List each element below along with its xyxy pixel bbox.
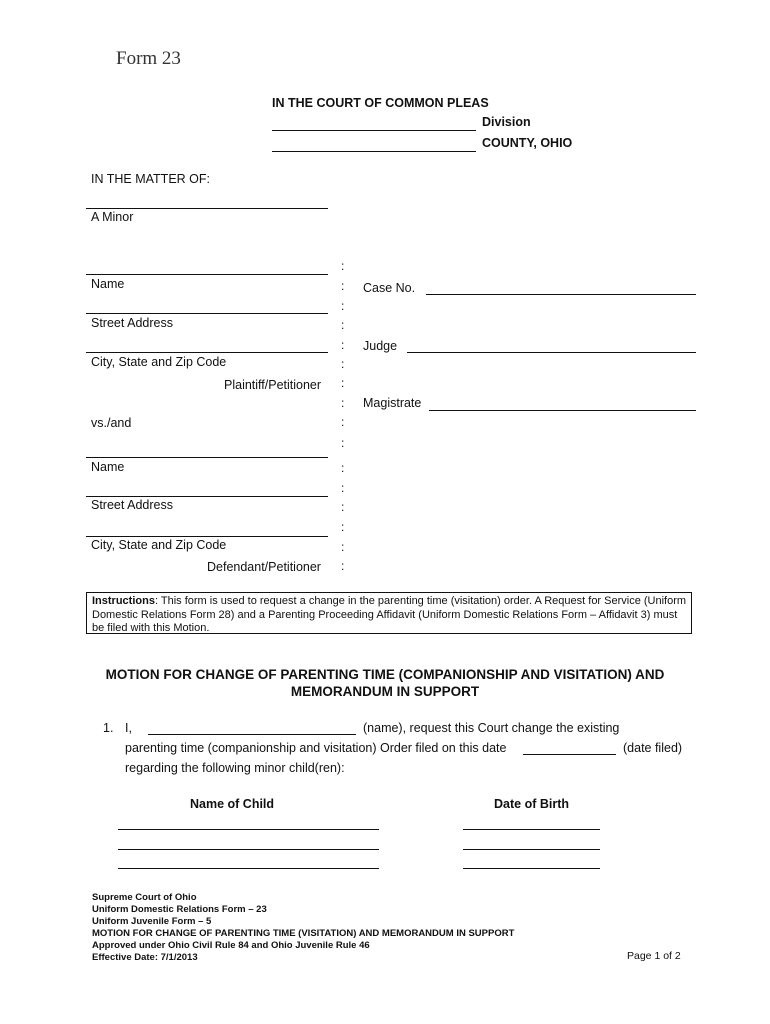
instructions-text [92, 595, 688, 636]
defendant-city-field[interactable] [86, 536, 328, 537]
footer-line: Effective Date: 7/1/2013 [92, 952, 198, 963]
child-dob-field[interactable] [463, 849, 600, 850]
date-filed-field[interactable] [523, 754, 616, 755]
date-of-birth-header: Date of Birth [494, 797, 569, 811]
colon-separator: : [341, 559, 345, 573]
paragraph-i-label: I, [125, 721, 132, 735]
child-dob-field[interactable] [463, 868, 600, 869]
colon-separator: : [341, 318, 345, 332]
division-field[interactable] [272, 130, 476, 131]
child-name-field[interactable] [118, 829, 379, 830]
minor-name-field[interactable] [86, 208, 328, 209]
county-label: COUNTY, OHIO [482, 136, 573, 150]
footer-line: Supreme Court of Ohio [92, 892, 197, 903]
child-dob-field[interactable] [463, 829, 600, 830]
defendant-street-field[interactable] [86, 496, 328, 497]
colon-separator: : [341, 259, 345, 273]
defendant-role-label: Defendant/Petitioner [207, 560, 321, 574]
motion-heading-line2: MEMORANDUM IN SUPPORT [290, 684, 480, 699]
defendant-name-field[interactable] [86, 457, 328, 458]
colon-separator: : [341, 299, 345, 313]
footer-line: MOTION FOR CHANGE OF PARENTING TIME (VISITATION) AND MEMORANDUM IN SUPPORT [92, 928, 515, 939]
colon-separator: : [341, 415, 345, 429]
motion-heading-line1: MOTION FOR CHANGE OF PARENTING TIME (COMPANIONSHIP AND VISITATION) AND [105, 667, 665, 682]
colon-separator: : [341, 436, 345, 450]
judge-label: Judge [363, 339, 398, 353]
paragraph-line2-text: parenting time (companionship and visitation) Order filed on this date [125, 741, 507, 755]
name-of-child-header: Name of Child [190, 797, 275, 811]
footer-line: Uniform Juvenile Form – 5 [92, 916, 212, 927]
paragraph-number: 1. [103, 721, 114, 735]
defendant-street-label: Street Address [91, 498, 173, 512]
magistrate-label: Magistrate [363, 396, 422, 410]
colon-separator: : [341, 376, 345, 390]
plaintiff-street-field[interactable] [86, 313, 328, 314]
defendant-city-label: City, State and Zip Code [91, 538, 227, 552]
versus-label: vs./and [91, 416, 132, 430]
colon-separator: : [341, 279, 345, 293]
plaintiff-role-label: Plaintiff/Petitioner [224, 378, 322, 392]
colon-separator: : [341, 461, 345, 475]
plaintiff-city-field[interactable] [86, 352, 328, 353]
paragraph-name-text: (name), request this Court change the existing [363, 721, 620, 735]
county-field[interactable] [272, 151, 476, 152]
footer-line: Uniform Domestic Relations Form – 23 [92, 904, 267, 915]
child-name-field[interactable] [118, 868, 379, 869]
child-name-field[interactable] [118, 849, 379, 850]
plaintiff-street-label: Street Address [91, 316, 173, 330]
date-filed-label: (date filed) [623, 741, 683, 755]
magistrate-field[interactable] [429, 410, 696, 411]
matter-label: IN THE MATTER OF: [91, 172, 210, 186]
petitioner-name-field[interactable] [148, 734, 356, 735]
colon-separator: : [341, 338, 345, 352]
colon-separator: : [341, 357, 345, 371]
form-footer [92, 892, 514, 964]
motion-heading [70, 666, 700, 700]
colon-separator: : [341, 481, 345, 495]
division-label: Division [482, 115, 531, 129]
plaintiff-name-label: Name [91, 277, 125, 291]
instructions-body: : This form is used to request a change in the parenting time (visitation) order. A Request for Service (Uniform Domestic Relations Form 28) and a Parenting Proceeding Affidavit (Uniform Domestic Relations Form – Affidavit 3) must be filed with this Motion. [92, 595, 687, 634]
defendant-name-label: Name [91, 460, 125, 474]
court-name: IN THE COURT OF COMMON PLEAS [272, 96, 489, 110]
instructions-lead: Instructions [92, 595, 155, 607]
footer-line: Approved under Ohio Civil Rule 84 and Ohio Juvenile Rule 46 [92, 940, 370, 951]
colon-separator: : [341, 540, 345, 554]
plaintiff-name-field[interactable] [86, 274, 328, 275]
minor-label: A Minor [91, 210, 134, 224]
plaintiff-city-label: City, State and Zip Code [91, 355, 227, 369]
page-number: Page 1 of 2 [627, 950, 681, 962]
case-no-label: Case No. [363, 281, 416, 295]
paragraph-line3-text: regarding the following minor child(ren): [125, 761, 345, 775]
judge-field[interactable] [407, 352, 696, 353]
colon-separator: : [341, 520, 345, 534]
colon-separator: : [341, 500, 345, 514]
colon-separator: : [341, 396, 345, 410]
case-no-field[interactable] [426, 294, 696, 295]
form-number-title: Form 23 [116, 48, 181, 69]
